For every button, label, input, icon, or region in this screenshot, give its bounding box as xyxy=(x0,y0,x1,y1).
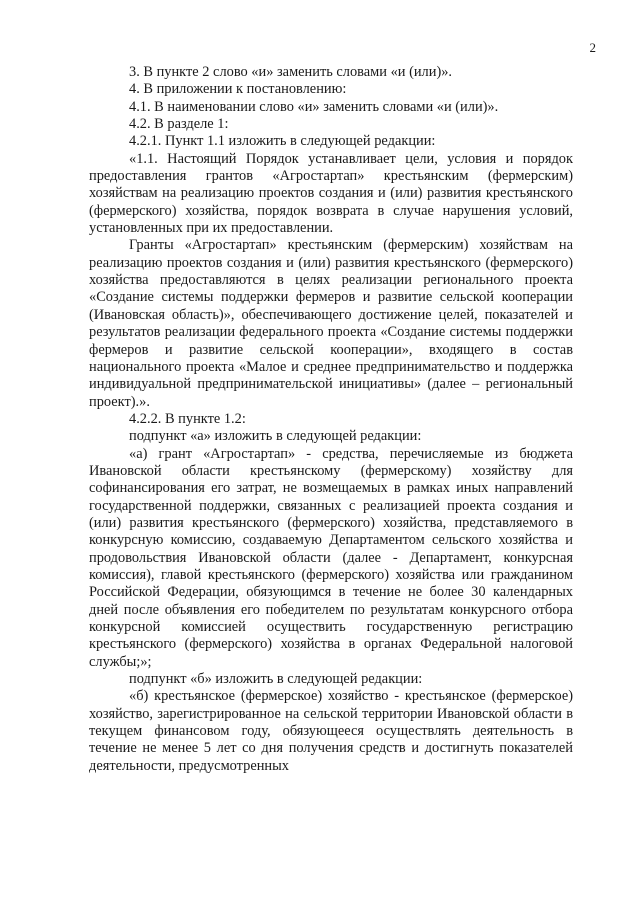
subitem-b-heading: подпункт «б» изложить в следующей редакции: xyxy=(129,671,423,688)
page-number: 2 xyxy=(589,40,596,55)
paragraph-item-4: 4. В приложении к постановлению: xyxy=(129,81,347,98)
paragraph-item-4-2: 4.2. В разделе 1: xyxy=(129,116,229,133)
paragraph-item-3: 3. В пункте 2 слово «и» заменить словами «и (или)». xyxy=(129,64,453,80)
document-body xyxy=(89,64,573,775)
quoted-paragraph-grants: Гранты «Агростартап» крестьянским (фермерским) хозяйствам на реализацию проектов создания и (или) развития крестьянского (фермерского) хозяйства предоставляются в целях реализации регионального проекта «Создание системы поддержки фермеров и развитие сельской кооперации (Ивановская область)», обеспечивающего достижение целей, показателей и результатов реализации федерального проекта «Создание системы поддержки фермеров и развитие сельской кооперации», входящего в состав национального проекта «Малое и среднее предпринимательство и поддержка индивидуальной предпринимательской инициативы» (далее – региональный проект).». xyxy=(89,237,573,410)
paragraph-item-4-2-2: 4.2.2. В пункте 1.2: xyxy=(129,410,246,427)
paragraph-item-4-2-1: 4.2.1. Пункт 1.1 изложить в следующей редакции: xyxy=(129,133,436,150)
quoted-subitem-a: «а) грант «Агростартап» - средства, перечисляемые из бюджета Ивановской области крестьянскому (фермерскому) хозяйству для софинансирования его затрат, не возмещаемых в рамках иных направлений государственной поддержки, связанных с реализацией проекта создания и (или) развития крестьянского (фермерского) хозяйства, представляемого в конкурсную комиссию, создаваемую Департаментом сельского хозяйства и продовольствия Ивановской области (далее - Департамент, конкурсная комиссия), главой крестьянского (фермерского) хозяйства или гражданином Российской Федерации, обязующимся в течение не более 30 календарных дней после объявления его победителем по результатам конкурсного отбора конкурсной комиссией осуществить государственную регистрацию крестьянского (фермерского) хозяйства в органах Федеральной налоговой службы;»; xyxy=(89,445,573,670)
paragraph-item-4-1: 4.1. В наименовании слово «и» заменить словами «и (или)». xyxy=(129,98,499,115)
quoted-subitem-b: «б) крестьянское (фермерское) хозяйство - крестьянское (фермерское) хозяйство, зарегистрированное на сельской территории Ивановской области в текущем финансовом году, обязующееся осуществлять деятельность в течение не менее 5 лет со дня получения средств и достигнуть показателей деятельности, предусмотренных xyxy=(89,688,573,774)
subitem-a-heading: подпункт «а» изложить в следующей редакции: xyxy=(129,428,422,445)
quoted-paragraph-1-1: «1.1. Настоящий Порядок устанавливает цели, условия и порядок предоставления грантов «Агростартап» крестьянским (фермерским) хозяйствам на реализацию проектов создания и (или) развития крестьянского (фермерского) хозяйства, порядок возврата в случае нарушения условий, установленных при их предоставлении. xyxy=(89,150,573,237)
